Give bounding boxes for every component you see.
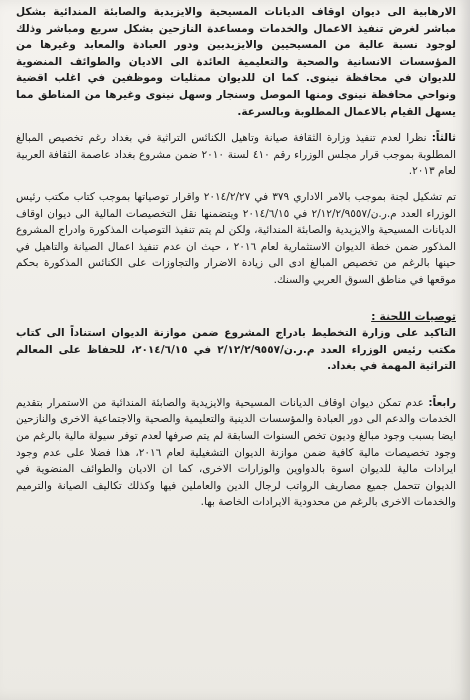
- page-edge-shadow: [460, 0, 470, 700]
- paragraph-intro: الارهابية الى ديوان اوقاف الديانات المسيحية والايزيدية والصابئة المندائية بشكل مباشر لغرض تنفيذ الاعمال والخدمات ومساعدة النازحين بشكل سريع ومباشر وذلك لوجود نسبة عالية من المسيحيين والايزيديين ودور العبادة والمعابد وغيرها من المؤسسات الانسانية والصحية والتعليمية العائدة الى الاديان والطوائف المنضوية للديوان في محافظة نينوى. كما ان للديوان ممثليات وموظفين في اغلب اقضية ونواحي محافظة نينوى ومنها الموصل وسنجار وسهل نينوى وغيرها من المناطق مما يسهل القيام بالاعمال المطلوبة وبالسرعة.: [16, 6, 456, 118]
- recommendations-heading: توصيات اللجنة :: [371, 309, 456, 323]
- spacer: [16, 180, 456, 189]
- recommendations-text: التاكيد على وزارة التخطيط بادراج المشروع ضمن موازنة الديوان استناداً الى كتاب مكتب رئيس الوزراء العدد م.ر.ن/٢/١٢/٢/٩٥٥٧ في ٢٠١٤/٦/١٥، للحفاظ على المعالم التراثية المهمة في بغداد.: [16, 327, 456, 373]
- paragraph-third-text: نظرا لعدم تنفيذ وزارة الثقافة صيانة وتاهيل الكنائس التراثية في بغداد رغم تخصيص المبالغ المطلوبة بموجب قرار مجلس الوزراء رقم ٤١٠ لسنة ٢٠١٠ ضمن مشروع بغداد عاصمة الثقافة العربية لعام ٢٠١٣.: [16, 132, 456, 178]
- paragraph-third: [16, 130, 456, 180]
- document-body: [16, 4, 456, 511]
- paragraph-fourth-label: رابعاً:: [428, 396, 456, 409]
- spacer: [16, 120, 456, 130]
- paragraph-fourth: [16, 395, 456, 511]
- spacer: [16, 289, 456, 309]
- paragraph-fourth-text: عدم تمكن ديوان اوقاف الديانات المسيحية والايزيدية والصابئة المندائية من الاستمرار بتقديم الخدمات والدعم الى دور العبادة والمؤسسات الدينية والتعليمية والصحية والاجتماعية الاخرى والنازحين ايضا بسبب وجود مبالغ وديون تخص السنوات السابقة لم يتم صرفها لعدم توفر سيولة مالية بالرغم من وجود تخصيصات مالية كافية ضمن موازنة الديوان التشغيلية لعام ٢٠١٦، هذا فضلا على عدم وجود ايرادات مالية للديوان اسوة بالدواوين والوزارات الاخرى، كما ان الاديان والطوائف المنضوية في الديوان تتحمل جميع مصاريف الرواتب لرجال الدين والعاملين فيها وكذلك تكاليف الصيانة والترميم والخدمات الاخرى بالرغم من محدودية الايرادات الخاصة بها.: [16, 396, 456, 509]
- paragraph-third-continued: تم تشكيل لجنة بموجب بالامر الاداري ٣٧٩ في ٢٠١٤/٢/٢٧ واقرار توصياتها بموجب كتاب مكتب رئيس الوزراء العدد م.ر.ن/٢/١٢/٢/٩٥٥٧ في ٢٠١٤/٦/١٥ ويتضمنها نقل التخصيصات المالية الى ديوان اوقاف الديانات المسيحية والايزيدية والصابئة المندائية، ولكن لم يتم تنفيذ التوصيات المذكورة وادراج المشروع المذكور ضمن خطة الديوان الاستثمارية لعام ٢٠١٦ ، حيث ان عدم تنفيذ اعمال الصيانة والتاهيل في حينها بالرغم من تخصيص المبالغ ادى الى زيادة الاضرار والتجاوزات على الكنائس المذكورة بحكم موقعها في مناطق السوق العربي والسنك.: [16, 190, 456, 286]
- spacer: [16, 375, 456, 395]
- paragraph-third-label: ثالثاً:: [431, 132, 456, 145]
